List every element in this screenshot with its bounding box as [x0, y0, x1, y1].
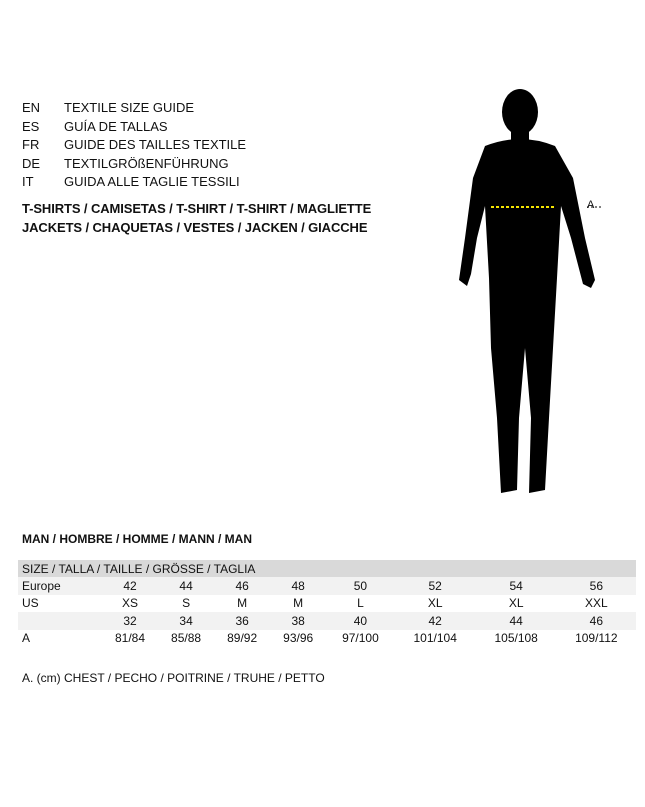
table-cell: 44 — [476, 612, 557, 630]
language-list — [22, 99, 246, 192]
table-cell: 56 — [557, 577, 636, 595]
chest-callout-label: A — [587, 199, 595, 211]
language-row — [22, 136, 246, 155]
table-row — [18, 630, 636, 648]
table-cell: 50 — [326, 577, 395, 595]
table-row — [18, 612, 636, 630]
table-row — [18, 577, 636, 595]
table-cell: 54 — [476, 577, 557, 595]
language-code: DE — [22, 155, 41, 171]
man-silhouette-figure — [445, 88, 625, 498]
language-guide-title: GUÍA DE TALLAS — [64, 118, 168, 134]
garment-types — [22, 199, 371, 237]
row-label: Europe — [18, 577, 102, 595]
table-cell: XL — [427, 596, 443, 611]
size-table — [18, 560, 636, 647]
table-cell: 93/96 — [283, 631, 314, 646]
language-row — [22, 99, 246, 118]
table-cell: 42 — [102, 577, 158, 595]
footnote: A. (cm) CHEST / PECHO / POITRINE / TRUHE / PETTO — [22, 671, 325, 685]
garment-line-jackets: JACKETS / CHAQUETAS / VESTES / JACKEN / GIACCHE — [22, 220, 368, 235]
table-header-row — [18, 560, 636, 577]
table-cell: L — [357, 596, 364, 611]
table-cell: XXL — [584, 596, 608, 611]
language-row — [22, 118, 246, 137]
table-cell: 34 — [158, 612, 214, 630]
table-header-cell: SIZE / TALLA / TAILLE / GRÖSSE / TAGLIA — [18, 560, 636, 577]
table-cell: 38 — [270, 612, 326, 630]
table-cell: XS — [122, 596, 139, 611]
language-code: IT — [22, 174, 34, 189]
language-guide-title: GUIDA ALLE TAGLIE TESSILI — [64, 174, 240, 189]
section-title-man: MAN / HOMBRE / HOMME / MANN / MAN — [22, 532, 252, 546]
language-code: FR — [22, 137, 40, 152]
table-cell: 97/100 — [342, 631, 379, 646]
table-cell: S — [182, 596, 191, 611]
table-cell: 32 — [102, 612, 158, 630]
table-cell: 36 — [214, 612, 270, 630]
table-cell: 52 — [395, 577, 476, 595]
language-code: EN — [22, 100, 41, 115]
language-code: ES — [22, 118, 40, 134]
table-cell: 109/112 — [575, 631, 618, 646]
garment-line-tshirts: T-SHIRTS / CAMISETAS / T-SHIRT / T-SHIRT / MAGLIETTE — [22, 201, 372, 216]
row-label: A — [22, 631, 31, 646]
table-cell: M — [293, 596, 304, 611]
language-guide-title: GUIDE DES TAILLES TEXTILE — [64, 137, 247, 152]
table-cell: 40 — [326, 612, 395, 630]
table-row — [18, 595, 636, 613]
table-cell: 85/88 — [171, 631, 202, 646]
table-cell: M — [237, 596, 248, 611]
language-guide-title: TEXTILGRÖßENFÜHRUNG — [64, 155, 229, 171]
table-cell: 46 — [557, 612, 636, 630]
table-cell: 44 — [158, 577, 214, 595]
table-cell: 48 — [270, 577, 326, 595]
table-cell: 42 — [395, 612, 476, 630]
language-guide-title: TEXTILE SIZE GUIDE — [64, 100, 195, 115]
table-cell: 46 — [214, 577, 270, 595]
row-label: US — [22, 596, 39, 611]
language-row — [22, 155, 246, 174]
row-label — [18, 612, 102, 630]
table-cell: 81/84 — [115, 631, 146, 646]
table-cell: 101/104 — [413, 631, 457, 646]
table-cell: 105/108 — [494, 631, 538, 646]
table-cell: 89/92 — [227, 631, 258, 646]
table-cell: XL — [508, 596, 524, 611]
language-row — [22, 173, 246, 192]
